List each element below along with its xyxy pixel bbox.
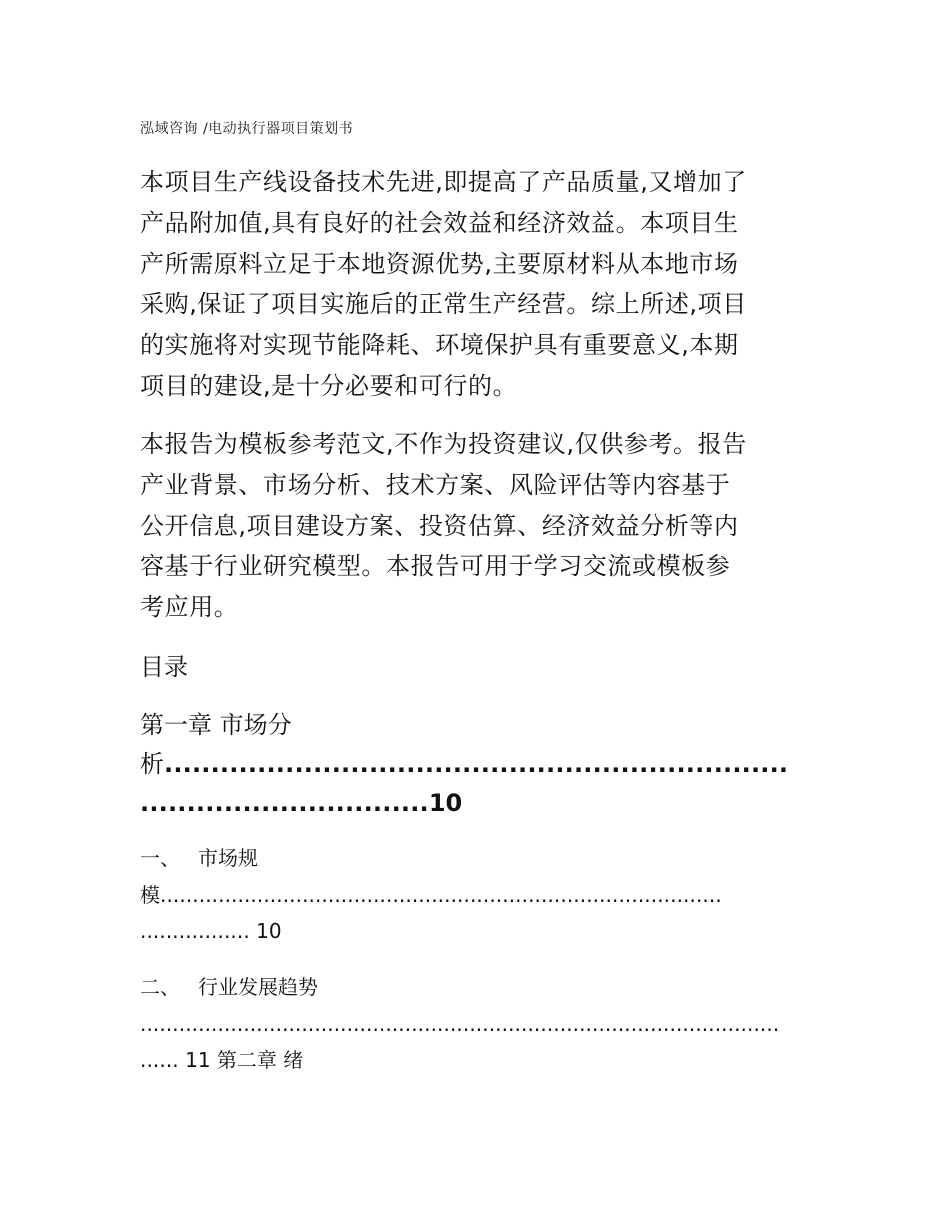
- toc-leader-dots: ...................................................................................................: [140, 1012, 780, 1036]
- toc-chapter1-char: 析: [140, 750, 164, 778]
- paragraph-line: 采购,保证了项目实施后的正常生产经营。综上所述,项目: [140, 290, 747, 319]
- paragraph-line: 产所需原料立足于本地资源优势,主要原材料从本地市场: [140, 249, 739, 278]
- toc-chapter1-line2[interactable]: [140, 745, 810, 783]
- paragraph-line: 考应用。: [140, 593, 239, 622]
- toc-leader-dots: ...............................: [140, 789, 429, 817]
- toc-page-number: 10: [256, 919, 282, 943]
- toc-item-title: 市场规: [198, 846, 258, 870]
- toc-leader-dots: ......: [140, 1048, 179, 1072]
- toc-leader-dots: .......................................................................................: [160, 883, 722, 907]
- paragraph-project-summary: [140, 162, 810, 407]
- toc-item-index: 二、: [140, 975, 180, 999]
- toc-item-title: 行业发展趋势: [198, 975, 318, 999]
- toc-item-index: 一、: [140, 846, 180, 870]
- paragraph-disclaimer: [140, 424, 810, 628]
- toc-leader-dots: ...................................................................: [164, 750, 789, 778]
- toc-page-number: 10: [428, 789, 463, 817]
- toc-leader-dots: .................: [140, 919, 250, 943]
- toc-item2-line1[interactable]: [140, 969, 810, 1005]
- paragraph-line: 公开信息,项目建设方案、投资估算、经济效益分析等内: [140, 511, 739, 540]
- toc-title: 目录: [140, 653, 188, 681]
- paragraph-line: 产业背景、市场分析、技术方案、风险评估等内容基于: [140, 470, 731, 499]
- toc-chapter2-partial[interactable]: 第二章 绪: [216, 1048, 304, 1072]
- toc-item1-line1[interactable]: [140, 840, 810, 876]
- toc-chapter1-line3[interactable]: [140, 784, 810, 822]
- toc-chapter1-line1[interactable]: 第一章 市场分: [140, 711, 292, 739]
- paragraph-line: 产品附加值,具有良好的社会效益和经济效益。本项目生: [140, 208, 739, 237]
- paragraph-line: 本报告为模板参考范文,不作为投资建议,仅供参考。报告: [140, 430, 747, 458]
- toc-item1-line2[interactable]: [140, 877, 810, 913]
- toc-item2-line3[interactable]: [140, 1042, 810, 1078]
- paragraph-line: 的实施将对实现节能降耗、环境保护具有重要意义,本期: [140, 331, 739, 360]
- paragraph-line: 容基于行业研究模型。本报告可用于学习交流或模板参: [140, 552, 731, 581]
- toc-item-char: 模: [140, 883, 160, 907]
- toc-item2-line2[interactable]: [140, 1006, 810, 1042]
- toc-item1-line3[interactable]: [140, 913, 810, 949]
- paragraph-line: 项目的建设,是十分必要和可行的。: [140, 371, 518, 400]
- paragraph-line: 本项目生产线设备技术先进,即提高了产品质量,又增加了: [140, 168, 747, 196]
- toc-page-number: 11: [185, 1048, 211, 1072]
- page-header: 泓域咨询 /电动执行器项目策划书: [140, 121, 354, 137]
